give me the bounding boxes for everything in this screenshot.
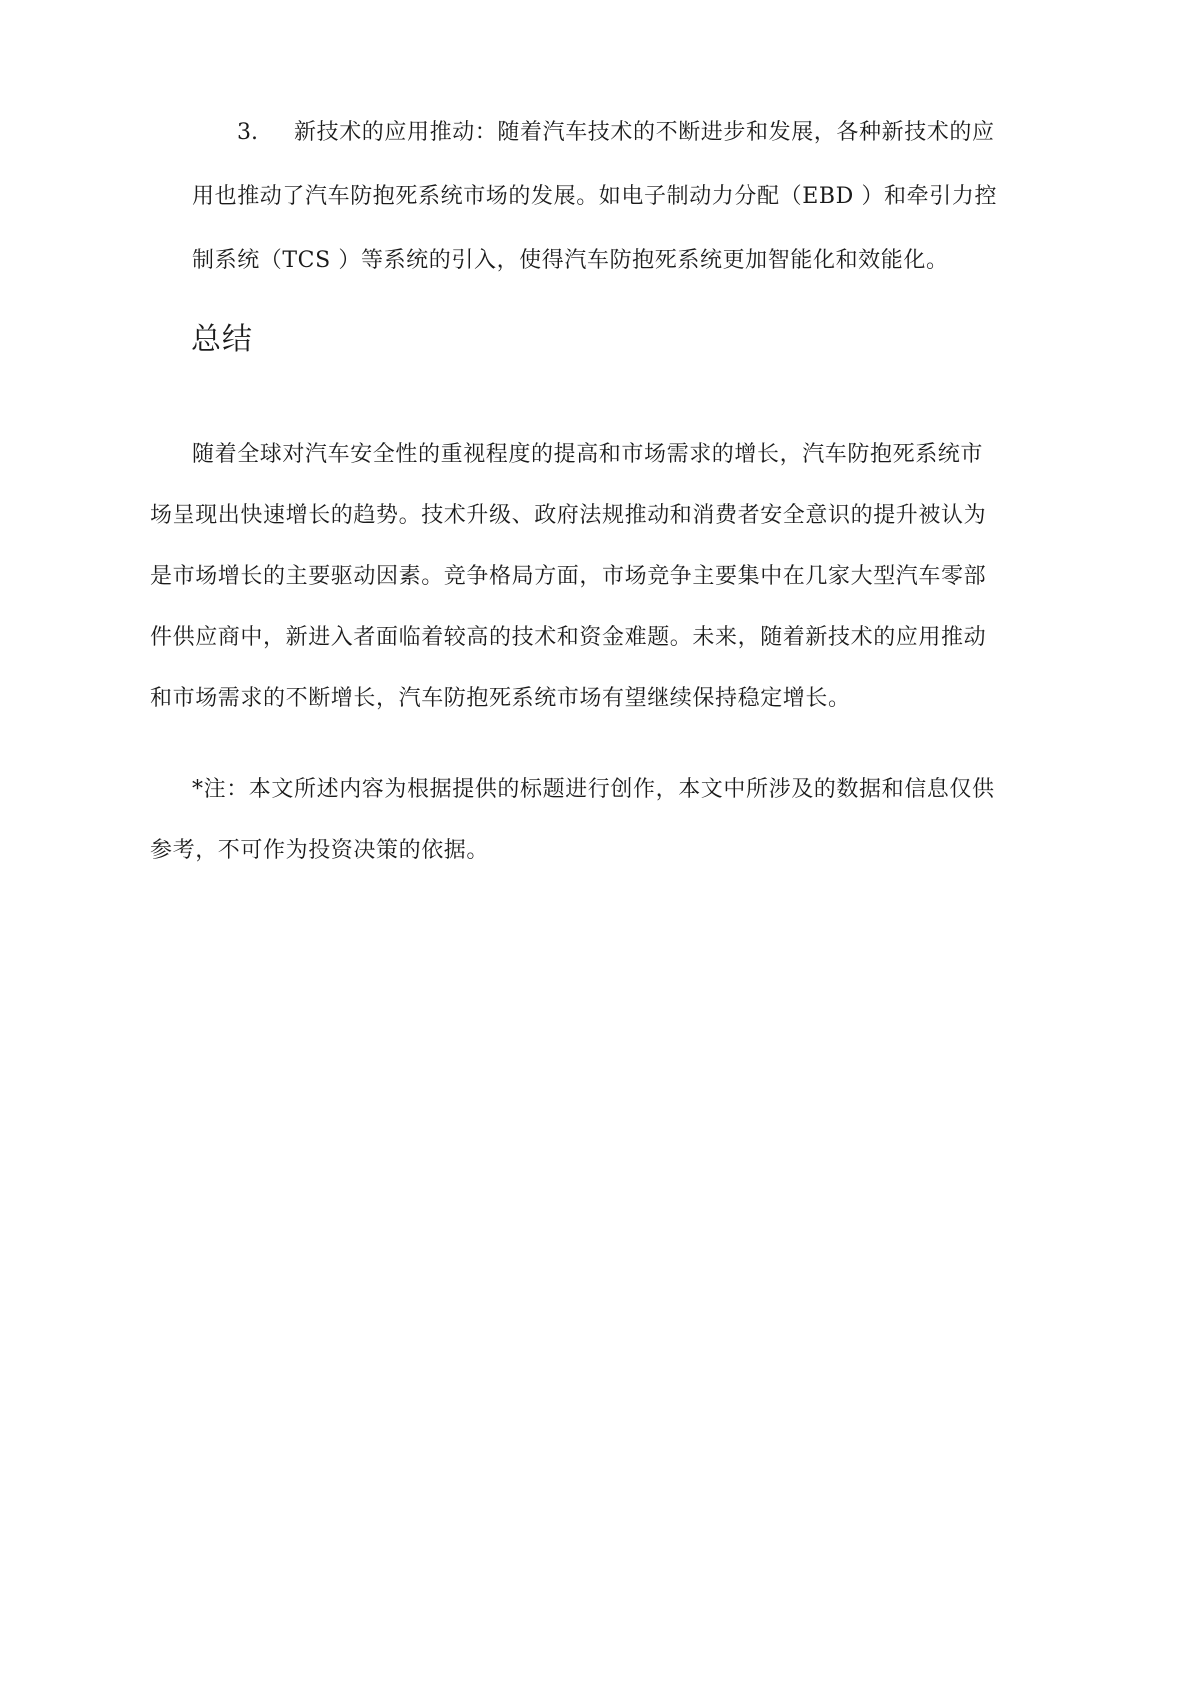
list-item-text-line: 用也推动了汽车防抱死系统市场的发展。如电子制动力分配（EBD ）和牵引力控 <box>192 184 998 209</box>
paragraph-line: 是市场增长的主要驱动因素。竞争格局方面，市场竞争主要集中在几家大型汽车零部 <box>150 564 987 589</box>
paragraph-line: 随着全球对汽车安全性的重视程度的提高和市场需求的增长，汽车防抱死系统市 <box>192 442 984 467</box>
paragraph-line: 和市场需求的不断增长，汽车防抱死系统市场有望继续保持稳定增长。 <box>150 686 851 711</box>
paragraph-line: 场呈现出快速增长的趋势。技术升级、政府法规推动和消费者安全意识的提升被认为 <box>150 503 987 528</box>
list-item-text-line: 新技术的应用推动：随着汽车技术的不断进步和发展，各种新技术的应 <box>294 120 995 145</box>
paragraph-line: 件供应商中，新进入者面临着较高的技术和资金难题。未来，随着新技术的应用推动 <box>150 625 987 650</box>
list-item-text-line: 制系统（TCS ）等系统的引入，使得汽车防抱死系统更加智能化和效能化。 <box>192 248 949 273</box>
list-item-number: 3. <box>237 120 258 145</box>
section-heading: 总结 <box>191 322 253 357</box>
note-line: 参考，不可作为投资决策的依据。 <box>150 838 490 863</box>
note-line: *注：本文所述内容为根据提供的标题进行创作，本文中所涉及的数据和信息仅供 <box>192 777 995 802</box>
